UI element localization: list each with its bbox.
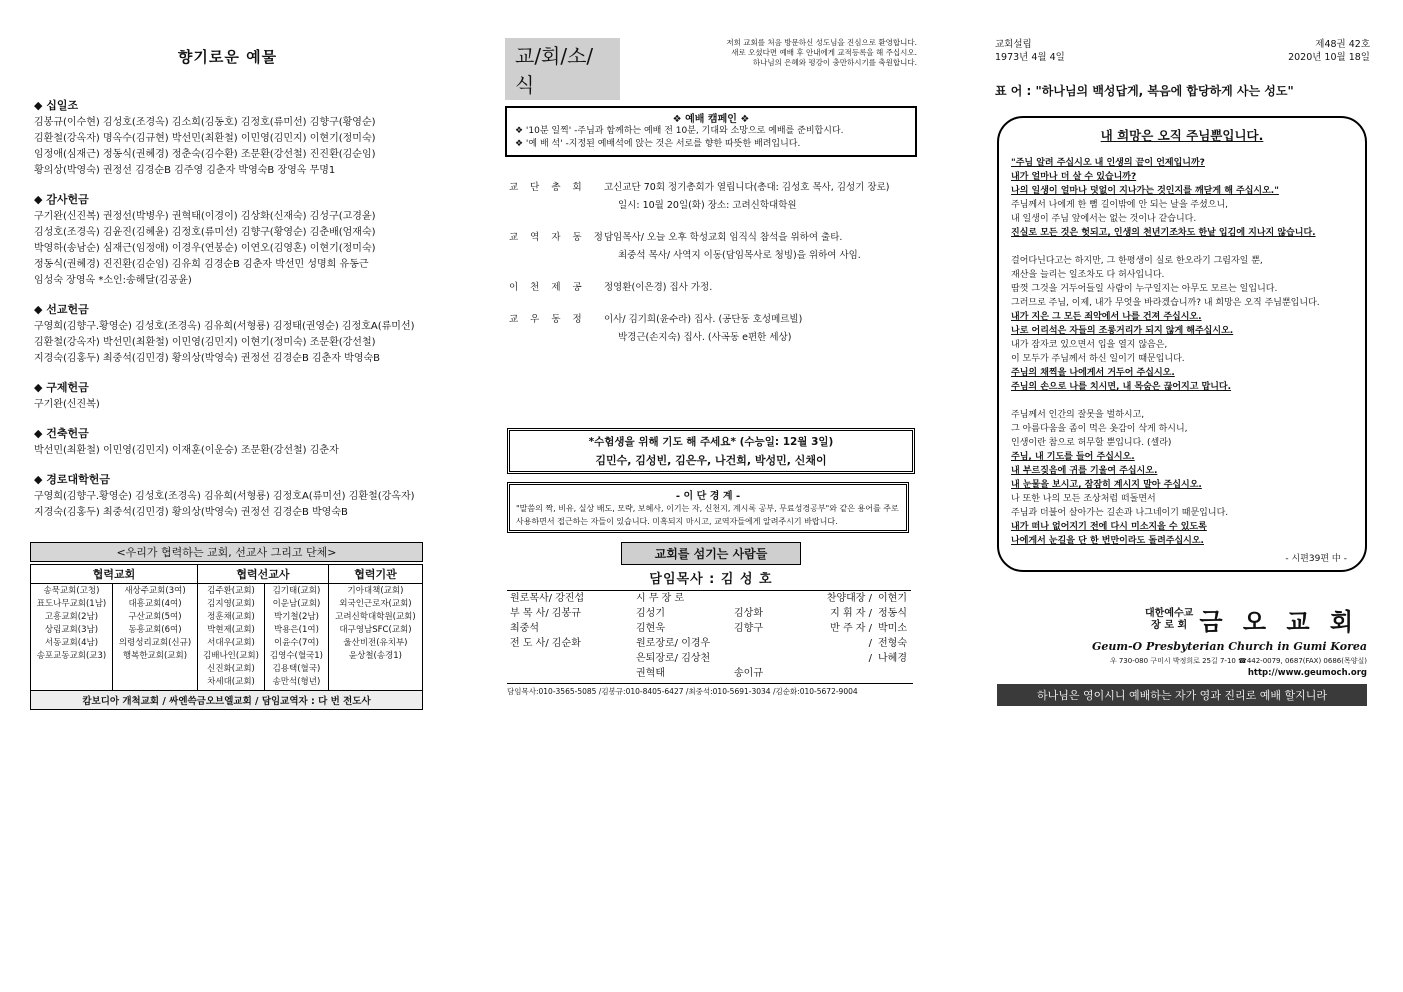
denom-line1: 대한예수교 [1145, 607, 1194, 619]
poem-title: 내 희망은 오직 주님뿐입니다. [1100, 128, 1264, 143]
welcome-text [726, 38, 917, 100]
offering-names-line: 구기완(신진복) [34, 399, 100, 410]
offering-section-heading: ◆ 경로대학헌금 [34, 473, 111, 486]
coop-entry: 윤상철(송경1) [348, 651, 402, 661]
coop-entry: 송묵교회(고청) [43, 586, 100, 596]
staff-cell: 최중석 [510, 623, 539, 634]
offering-names-line: 김환철(강옥자) 명옥수(김규현) 박선민(최환철) 이민영(김민지) 이현기(정미숙) [34, 133, 376, 144]
offering-names-line: 지경숙(김홍두) 최중석(김민경) 황의상(박영숙) 권정선 김경순B 박영숙B [34, 507, 348, 518]
news-item-label: 교역자동정 [509, 232, 615, 243]
campaign-line: ❖ '10분 일찍' -주님과 함께하는 예배 전 10분, 기대와 소망으로 예배를 준비합시다. [515, 126, 844, 136]
coop-footer: 캄보디아 개척교회 / 싸엔쓱금오브엘교회 / 담임교역자 : 다 번 전도사 [30, 691, 423, 710]
bulletin-date: 2020년 10월 18일 [1288, 52, 1370, 63]
staff-cell: 지 휘 자 / [830, 608, 872, 619]
news-item-line: 일시: 10월 20일(화) 장소: 고려신학대학원 [618, 200, 797, 211]
staff-table [507, 591, 910, 681]
poem-line: 인생이란 참으로 허무할 뿐입니다. (셀라) [1011, 438, 1172, 448]
coop-entry: 동흥교회(6여) [128, 625, 182, 635]
staff-table-wrap [507, 590, 911, 681]
poem-line: 내가 잠자코 있으면서 입을 열지 않음은, [1011, 340, 1168, 350]
poem-line: 내가 떠나 없어지기 전에 다시 미소지을 수 있도록 [1011, 522, 1207, 532]
poem-box [997, 116, 1367, 572]
heresy-title: - 이 단 경 계 - [675, 491, 741, 502]
church-name-en: Geum-O Presbyterian Church in Gumi Korea [1091, 640, 1367, 653]
founded-date: 1973년 4월 4일 [995, 52, 1065, 63]
heresy-text: "말씀의 짝, 비유, 실상 배도, 모략, 보혜사, 이기는 자, 신천지, 계시록 공부, 무료성경공부"와 같은 용어를 주로 사용하면서 접근하는 자들이 있습니다. 미혹되지 마시고, 교역자들에게 알려주시기 바랍니다. [516, 504, 899, 526]
offering-sections [30, 97, 425, 521]
campaign-title: ❖ 예배 캠페인 ❖ [672, 114, 750, 125]
coop-churches-col1 [31, 584, 113, 691]
poem-line: 내 부르짖음에 귀를 기울여 주십시오. [1011, 466, 1158, 476]
welcome-line: 저희 교회를 처음 방문하신 성도님을 진심으로 환영합니다. [726, 38, 917, 47]
coop-header-orgs: 협력기관 [328, 565, 422, 584]
news-item [509, 229, 917, 265]
staff-cell [731, 636, 795, 651]
staff-cell: / [868, 638, 872, 649]
coop-entry: 송포교동교회(교3) [36, 651, 107, 661]
poem-line: 나로 어리석은 자들의 조롱거리가 되지 않게 해주십시오. [1011, 326, 1234, 336]
coop-header-churches: 협력교회 [31, 565, 198, 584]
staff-cell: 나혜경 [878, 653, 907, 664]
heresy-box [507, 482, 909, 533]
offering-column [30, 40, 425, 521]
coop-banner: <우리가 협력하는 교회, 선교사 그리고 단체> [30, 542, 423, 562]
church-website[interactable]: http://www.geumoch.org [1247, 668, 1367, 678]
offering-names-line: 김성호(조경옥) 김윤진(김혜윤) 김정호(류미선) 김향구(황영순) 김춘배(엄재숙) [34, 227, 376, 238]
offering-names-line: 황의상(박영숙) 권정선 김경순B 김주영 김춘자 박영숙B 장영옥 무명1 [34, 165, 336, 176]
poem-line: 나의 일생이 얼마나 덧없이 지나가는 것인지를 깨닫게 해 주십시오." [1011, 186, 1279, 196]
staff-cell [731, 651, 795, 666]
coop-entry: 상림교회(3남) [44, 625, 99, 635]
staff-cell: 김성기 [636, 608, 665, 619]
staff-cell: 시 무 장 로 [636, 593, 685, 604]
poem-line: 진실로 모든 것은 헛되고, 인생의 천년기조차도 한낱 입김에 지나지 않습니다. [1011, 228, 1316, 238]
staff-cell: 김향구 [734, 623, 763, 634]
staff-cell: 권혁태 [636, 668, 665, 679]
poem-line [1011, 394, 1353, 408]
staff-cell: 정동식 [878, 608, 907, 619]
coop-entry: 새상주교회(3여) [124, 586, 186, 596]
news-item-line: 고신교단 70회 정기총회가 열립니다(총대: 김성호 목사, 김성기 장로) [604, 182, 890, 193]
coop-entry: 서대우(교회) [207, 638, 255, 648]
news-item [509, 311, 917, 347]
offering-names-line: 김환철(강옥자) 박선민(최환철) 이민영(김민지) 이현기(정미숙) 조문환(강선철) [34, 337, 376, 348]
staff-cell: 반 주 자 / [830, 623, 872, 634]
news-item-line: 정영환(이은경) 집사 가정. [604, 282, 713, 293]
coop-orgs-col [328, 584, 422, 691]
welcome-line: 새로 오셨다면 예배 후 안내에게 교적등록을 해 주십시오. [731, 48, 917, 57]
news-item-body [604, 279, 917, 297]
news-item [509, 279, 917, 297]
poem-line: 내 일생이 주님 앞에서는 없는 것이나 같습니다. [1011, 214, 1197, 224]
poem-line: 나에게서 눈길을 단 한 번만이라도 돌려주십시오. [1011, 536, 1204, 546]
staff-cell: 김현욱 [636, 623, 665, 634]
offering-title: 향기로운 예물 [177, 48, 278, 66]
coop-entry: 차세대(교회) [207, 677, 255, 687]
poem-line: 그러므로 주님, 이제, 내가 무엇을 바라겠습니까? 내 희망은 오직 주님뿐입니다. [1011, 298, 1320, 308]
news-item-label: 이천제공 [509, 282, 594, 293]
poem-line: 주님, 내 기도를 들어 주십시오. [1011, 452, 1135, 462]
staff-cell [507, 651, 633, 666]
coop-entry: 대흥교회(4여) [128, 599, 182, 609]
poem-line: 주님께서 인간의 잘못을 벌하시고, [1011, 410, 1145, 420]
news-item-line: 박경근(손지숙) 집사. (사곡동 e편한 세상) [618, 332, 792, 343]
footer-verse-banner: 하나님은 영이시니 예배하는 자가 영과 진리로 예배 할지니라 [997, 684, 1367, 706]
coop-entry: 이운남(교회) [272, 599, 321, 609]
coop-entry: 김배나인(교회) [203, 651, 259, 661]
staff-title: 교회를 섬기는 사람들 [621, 542, 801, 565]
news-item [509, 179, 917, 215]
news-item-label: 교단총회 [509, 182, 594, 193]
coop-entry: 서동교회(4남) [44, 638, 99, 648]
coop-entry: 신진화(교회) [207, 664, 255, 674]
staff-cell: 부 목 사/ 김봉규 [510, 608, 581, 619]
poem-line: "주님 알려 주십시오 내 인생의 끝이 언제입니까? [1011, 158, 1205, 168]
offering-section-heading: ◆ 구제헌금 [34, 381, 89, 394]
coop-panel [30, 542, 423, 710]
news-column [505, 38, 917, 696]
poem-line: 내가 지은 그 모든 죄악에서 나를 건져 주십시오. [1011, 312, 1202, 322]
coop-entry: 의령성리교회(신규) [118, 638, 192, 648]
volume-number: 제48권 42호 [1315, 39, 1370, 50]
denom-line2: 장 로 회 [1151, 619, 1188, 631]
campaign-line: ❖ '예 배 석' -지정된 예배석에 앉는 것은 서로를 향한 따뜻한 배려입니다. [515, 139, 801, 149]
offering-names-line: 구영희(김향구.황영순) 김성호(조경옥) 김유희(서형룡) 김정호A(류미선) 김환철(강옥자) [34, 491, 415, 502]
news-item-body [604, 311, 917, 347]
offering-names-line: 김봉규(이수현) 김성호(조경옥) 김소희(김동호) 김정호(류미선) 김향구(황영순) [34, 117, 376, 128]
coop-missionaries-col1 [198, 584, 265, 691]
poem-line: 이 모두가 주님께서 하신 일이기 때문입니다. [1011, 354, 1185, 364]
coop-entry: 박용은(1여) [274, 625, 319, 635]
coop-entry: 고흥교회(2남) [44, 612, 99, 622]
prayer-box [507, 428, 915, 474]
poem-line: 주님과 더불어 살아가는 길손과 나그네이기 때문입니다. [1011, 508, 1229, 518]
staff-cell: 전형숙 [878, 638, 907, 649]
poem-line: 주님의 채찍을 나에게서 거두어 주십시오. [1011, 368, 1175, 378]
staff-cell: 이현기 [878, 593, 907, 604]
coop-entry: 기아대책(교회) [347, 586, 404, 596]
church-name: 금 오 교 회 [1199, 608, 1360, 636]
cover-column [995, 38, 1370, 702]
offering-names-line: 지경숙(김홍두) 최중석(김민경) 황의상(박영숙) 권정선 김경순B 김춘자 박영숙B [34, 353, 381, 364]
news-item-line: 이사/ 김기희(윤수라) 집사. (공단동 호성메르빌) [604, 314, 803, 325]
poem-line: 재산을 늘리는 일조차도 다 허사입니다. [1011, 270, 1165, 280]
founded-label: 교회설립 [995, 39, 1032, 50]
staff-row [507, 651, 910, 666]
offering-section-heading: ◆ 십일조 [34, 99, 79, 112]
coop-entry: 김주환(교회) [207, 586, 255, 596]
pastor-line: 담임목사 : 김 성 호 [649, 572, 773, 587]
offering-section-heading: ◆ 감사헌금 [34, 193, 89, 206]
staff-cell [731, 591, 795, 606]
offering-names-line: 구기완(신진복) 권정선(박병우) 권혁태(이경이) 김상화(신재숙) 김성구(고경윤) [34, 211, 376, 222]
staff-cell: 박미소 [878, 623, 907, 634]
staff-cell: 김상화 [734, 608, 763, 619]
coop-entry: 이윤수(7여) [274, 638, 319, 648]
staff-cell: 전 도 사/ 김순화 [510, 638, 581, 649]
campaign-box [505, 106, 917, 157]
poem-line: 걸어다닌다고는 하지만, 그 한평생이 실로 한오라기 그림자일 뿐, [1011, 256, 1263, 266]
coop-entry: 김용택(혈국) [272, 664, 321, 674]
coop-entry: 정훈채(교회) [207, 612, 255, 622]
news-items [505, 179, 917, 347]
coop-entry: 대구영남SFC(교회) [339, 625, 412, 635]
staff-row [507, 591, 910, 606]
prayer-title: *수험생을 위해 기도 해 주세요* (수능일: 12월 3일) [588, 436, 834, 448]
coop-entry: 박현제(교회) [207, 625, 255, 635]
staff-cell: 원로목사/ 강진섭 [510, 593, 585, 604]
offering-names-line: 박선민(최환철) 이민영(김민지) 이재훈(이운승) 조문환(강선철) 김춘자 [34, 445, 339, 456]
phone-line: 담임목사:010-3565-5085 /김봉규:010-8405-6427 /최중석:010-5691-3034 /김순화:010-5672-9004 [507, 683, 913, 697]
coop-header-missionaries: 협력선교사 [198, 565, 329, 584]
motto: 표 어 : "하나님의 백성답게, 복음에 합당하게 사는 성도" [995, 84, 1294, 98]
staff-row [507, 621, 910, 636]
offering-names-line: 구영희(김향구.황영순) 김성호(조경옥) 김유희(서형룡) 김정태(권영순) 김정호A(류미선) [34, 321, 415, 332]
news-item-line: 최중석 목사/ 사역지 이동(담임목사로 청빙)을 위하여 사임. [618, 250, 861, 261]
cover-header [995, 38, 1370, 64]
coop-entry: 울산비전(유치부) [343, 638, 408, 648]
church-address: 우 730-080 구미시 박정희로 25길 7-10 ☎442-0079, 0687(FAX) 0686(목양실) [1109, 657, 1367, 665]
news-item-body [604, 179, 917, 215]
news-item-body [604, 229, 917, 265]
offering-names-line: 정동식(권혜경) 진진환(김순임) 김유희 김경순B 김춘자 박선민 성명희 유동근 [34, 259, 369, 270]
coop-entry: 구산교회(5여) [128, 612, 182, 622]
staff-cell: 원로장로/ 이경우 [636, 638, 711, 649]
staff-cell: / [868, 653, 872, 664]
coop-table [30, 564, 423, 691]
poem-line: 내가 얼마나 더 살 수 있습니까? [1011, 172, 1137, 182]
coop-churches-col2 [112, 584, 197, 691]
coop-entry: 행복한교회(교회) [122, 651, 188, 661]
coop-entry: 고려신학대학원(교회) [335, 612, 416, 622]
poem-source: - 시편39편 中 - [1285, 554, 1347, 564]
news-tab-title: 교/회/소/식 [505, 38, 620, 100]
staff-cell: 찬양대장 / [826, 593, 872, 604]
church-name-block [1145, 602, 1367, 637]
welcome-line: 하나님의 은혜와 평강이 충만하시기를 축원합니다. [752, 58, 917, 67]
staff-cell [507, 666, 633, 681]
poem-line: 나 또한 나의 모든 조상처럼 떠돌면서 [1011, 494, 1156, 504]
coop-entry: 김기태(교회) [272, 586, 321, 596]
poem-line: 주님의 손으로 나를 치시면, 내 목숨은 끊어지고 맙니다. [1011, 382, 1232, 392]
staff-row [507, 636, 910, 651]
offering-section-heading: ◆ 건축헌금 [34, 427, 89, 440]
offering-section-heading: ◆ 선교헌금 [34, 303, 89, 316]
news-item-line: 담임목사/ 오늘 오후 학성교회 임직식 참석을 위하여 출타. [604, 232, 843, 243]
prayer-names: 김민수, 김성빈, 김은우, 나건희, 박성민, 신채이 [595, 454, 827, 467]
coop-entry: 송만석(형년) [272, 677, 321, 687]
poem-line [1011, 240, 1353, 254]
staff-row [507, 666, 910, 681]
staff-row [507, 606, 910, 621]
poem-line: 내 눈물을 보시고, 잠잠히 계시지 말아 주십시오. [1011, 480, 1202, 490]
coop-entry: 박기철(2남) [274, 612, 319, 622]
coop-missionaries-col2 [265, 584, 329, 691]
poem-body [1011, 156, 1353, 548]
offering-names-line: 임성숙 장영옥 *소인:송해달(김공윤) [34, 275, 192, 286]
coop-entry: 표도나무교회(1남) [36, 599, 107, 609]
staff-cell: 송이규 [734, 668, 763, 679]
staff-cell [875, 666, 910, 681]
poem-line: 주님께서 나에게 한 뼘 길이밖에 안 되는 날을 주셨으니, [1011, 200, 1229, 210]
poem-line: 땀껏 그것을 거두어들일 사람이 누구일지는 아무도 모르는 일입니다. [1011, 284, 1278, 294]
poem-line: 그 아름다움을 좀이 먹은 옷감이 삭게 하시니, [1011, 424, 1188, 434]
coop-entry: 외국인근로자(교회) [339, 599, 412, 609]
news-item-label: 교우동정 [509, 314, 594, 325]
staff-cell: 은퇴장로/ 김상천 [636, 653, 711, 664]
staff-cell [795, 666, 875, 681]
offering-names-line: 임정애(심재근) 정동식(권혜경) 정춘숙(김수환) 조문환(강선철) 진진환(김순임) [34, 149, 376, 160]
coop-entry: 김지영(교회) [207, 599, 255, 609]
offering-names-line: 박영하(송남순) 심재근(임정애) 이경우(연봉순) 이연오(김영혼) 이현기(정미숙) [34, 243, 376, 254]
coop-entry: 김영수(혈국1) [269, 651, 323, 661]
